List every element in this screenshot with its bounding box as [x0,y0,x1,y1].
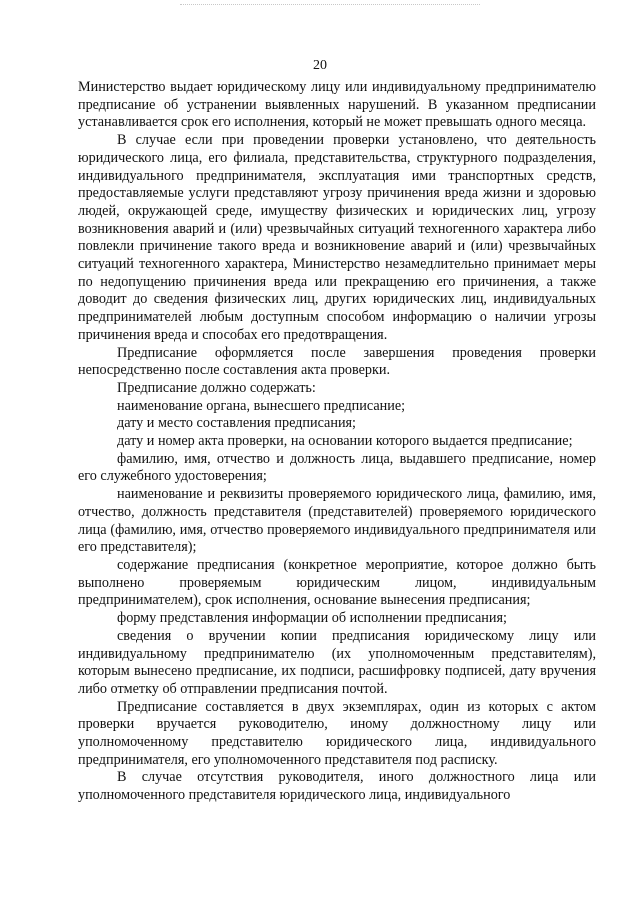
page-number: 20 [313,58,327,73]
list-item: наименование органа, вынесшего предписание; [117,397,406,414]
list-item: форму представления информации об исполнении предписания; [117,610,507,627]
list-item: наименование и реквизиты проверяемого юридического лица, фамилию, имя, отчество, должность представителя (представителей) проверяемого юридического лица (фамилию, имя, отчество проверяемого индивидуального предпринимателя или его представителя); [78,486,596,556]
paragraph: Предписание оформляется после завершения проведения проверки непосредственно после составления акта проверки. [78,344,596,379]
document-body [78,79,596,805]
scan-artifact [180,4,480,8]
paragraph: Предписание должно содержать: [117,379,316,396]
list-item: дату и номер акта проверки, на основании которого выдается предписание; [117,433,573,450]
paragraph: Министерство выдает юридическому лицу или индивидуальному предпринимателю предписание об устранении выявленных нарушений. В указанном предписании устанавливается срок его исполнения, который не может превышать одного месяца. [78,79,596,131]
list-item: сведения о вручении копии предписания юридическому лицу или индивидуальному предпринимателю (их уполномоченным представителям), которым вынесено предписание, их подписи, расшифровку подписей, дату вручения либо отметку об отправлении предписания почтой. [78,627,596,697]
paragraph: В случае отсутствия руководителя, иного должностного лица или уполномоченного представителя юридического лица, индивидуального [78,769,596,804]
paragraph: В случае если при проведении проверки установлено, что деятельность юридического лица, его филиала, представительства, структурного подразделения, индивидуального предпринимателя, эксплуатация ими транспортных средств, предоставляемые услуги представляют угрозу причинения вреда жизни и здоровью людей, окружающей среде, имуществу физических и юридических лиц, угрозу возникновения аварий и (или) чрезвычайных ситуаций техногенного характера либо повлекли причинение такого вреда и возникновение аварий и (или) чрезвычайных ситуаций техногенного характера, Министерство незамедлительно принимает меры по недопущению причинения вреда или прекращению его причинения, а также доводит до сведения физических лиц, других юридических лиц, индивидуальных предпринимателей любым доступным способом информацию о наличии угрозы причинения вреда и способах его предотвращения. [78,132,596,343]
paragraph: Предписание составляется в двух экземплярах, один из которых с актом проверки вручается руководителю, иному должностному лицу или уполномоченному представителю юридического лица, индивидуального предпринимателя, его уполномоченного представителя под расписку. [78,698,596,768]
list-item: дату и место составления предписания; [117,415,356,432]
list-item: фамилию, имя, отчество и должность лица, выдавшего предписание, номер его служебного удостоверения; [78,450,596,485]
list-item: содержание предписания (конкретное мероприятие, которое должно быть выполнено проверяемым юридическим лицом, индивидуальным предпринимателем), срок исполнения, основание вынесения предписания; [78,556,596,609]
